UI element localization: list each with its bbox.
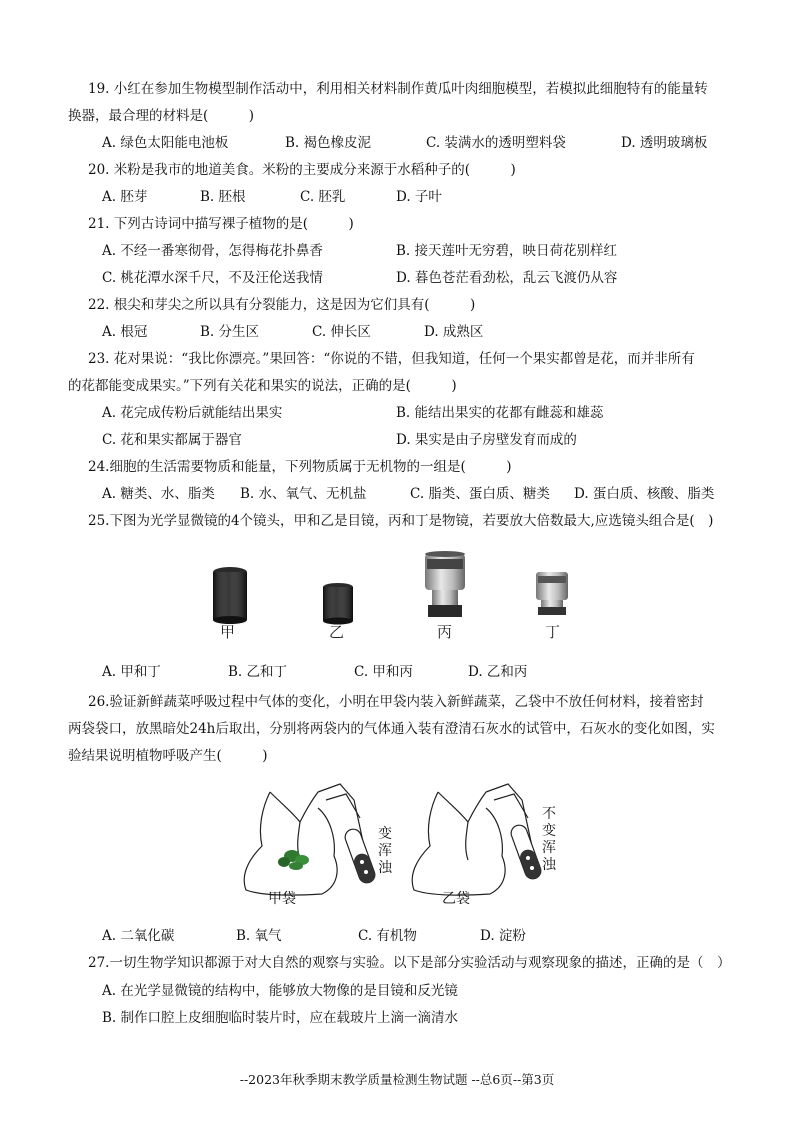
q20-option-b[interactable]: B. 胚根	[200, 189, 246, 205]
q26-option-a[interactable]: A. 二氧化碳	[102, 928, 175, 944]
q21-option-c[interactable]: C. 桃花潭水深千尺，不及汪伦送我情	[102, 270, 323, 286]
q27-option-row-a	[0, 979, 794, 1003]
q24-option-b[interactable]: B. 水、氧气、无机盐	[240, 486, 367, 502]
q25-option-a[interactable]: A. 甲和丁	[102, 664, 161, 680]
q25-options	[0, 660, 794, 684]
q19-option-b[interactable]: B. 褐色橡皮泥	[285, 135, 372, 151]
q24-stem: 24.细胞的生活需要物质和能量，下列物质属于无机物的一组是( )	[88, 459, 512, 475]
q27-option-a[interactable]: A. 在光学显微镜的结构中，能够放大物像的是目镜和反光镜	[102, 983, 458, 999]
q19-stem-line2: 换器，最合理的材料是( )	[68, 108, 255, 124]
q26-bag-figure	[0, 778, 794, 912]
q24-option-a[interactable]: A. 糖类、水、脂类	[102, 486, 215, 502]
q21-stem: 21. 下列古诗词中描写裸子植物的是( )	[88, 216, 354, 232]
bag-label-jia: 甲袋	[268, 891, 296, 907]
q21-options-row2	[0, 266, 794, 290]
q26-stem-line2: 两袋袋口，放黑暗处24h后取出，分别将两袋内的气体通入装有澄清石灰水的试管中，石灰水的变化如图，实	[68, 721, 715, 737]
bag-experiment-illustration	[0, 778, 794, 912]
q20-option-d[interactable]: D. 子叶	[396, 189, 442, 205]
q21-option-a[interactable]: A. 不经一番寒彻骨，怎得梅花扑鼻香	[102, 243, 323, 259]
q24-option-d[interactable]: D. 蛋白质、核酸、脂类	[574, 486, 715, 502]
vegetable-icon	[278, 850, 309, 870]
q22-options	[0, 320, 794, 344]
q19-stem-line1: 19. 小红在参加生物模型制作活动中，利用相关材料制作黄瓜叶肉细胞模型，若模拟此细胞特有的能量转	[88, 81, 708, 97]
q19-option-d[interactable]: D. 透明玻璃板	[621, 135, 708, 151]
q19-options	[0, 131, 794, 155]
result-label-not-turbid: 不变浑浊	[542, 806, 556, 873]
q26-option-b[interactable]: B. 氧气	[236, 928, 282, 944]
test-tube-yi-image	[509, 823, 543, 881]
q23-option-b[interactable]: B. 能结出果实的花都有雌蕊和雄蕊	[396, 405, 604, 421]
q19-option-c[interactable]: C. 装满水的透明塑料袋	[426, 135, 566, 151]
q22-option-c[interactable]: C. 伸长区	[312, 324, 371, 340]
q22-option-b[interactable]: B. 分生区	[200, 324, 260, 340]
q27-option-b[interactable]: B. 制作口腔上皮细胞临时装片时，应在载玻片上滴一滴清水	[102, 1010, 459, 1026]
q23-option-c[interactable]: C. 花和果实都属于器官	[102, 432, 242, 448]
lens-label-ding: 丁	[545, 623, 561, 641]
q24-options	[0, 482, 794, 506]
lens-label-jia: 甲	[220, 623, 236, 641]
objective-bing-image	[425, 551, 465, 617]
q26-option-d[interactable]: D. 淀粉	[480, 928, 526, 944]
q20-options	[0, 185, 794, 209]
q22-option-d[interactable]: D. 成熟区	[424, 324, 484, 340]
q25-option-b[interactable]: B. 乙和丁	[228, 664, 288, 680]
q26-options	[0, 924, 794, 948]
lens-label-bing: 丙	[437, 623, 453, 641]
q23-options-row2	[0, 428, 794, 452]
q26-stem-line1: 26.验证新鲜蔬菜呼吸过程中气体的变化，小明在甲袋内装入新鲜蔬菜，乙袋中不放任何材料，接着密封	[88, 694, 704, 710]
q27-stem: 27.一切生物学知识都源于对大自然的观察与实验。以下是部分实验活动与观察现象的描述，正确的是（ ）	[88, 955, 731, 971]
test-tube-jia-image	[343, 827, 377, 885]
q21-options-row1	[0, 239, 794, 263]
q25-option-d[interactable]: D. 乙和丙	[468, 664, 528, 680]
q23-options-row1	[0, 401, 794, 425]
q19-option-a[interactable]: A. 绿色太阳能电池板	[102, 135, 229, 151]
q25-option-c[interactable]: C. 甲和丙	[354, 664, 413, 680]
lens-illustration	[0, 545, 794, 645]
q23-option-d[interactable]: D. 果实是由子房壁发育而成的	[396, 432, 577, 448]
q25-lens-figure	[0, 545, 794, 645]
eyepiece-yi-image	[323, 583, 353, 625]
q26-stem-line3: 验结果说明植物呼吸产生( )	[68, 748, 268, 764]
q23-stem-line1: 23. 花对果说：“我比你漂亮。”果回答：“你说的不错，但我知道，任何一个果实都曾是花，而并非所有	[88, 351, 695, 367]
q20-option-a[interactable]: A. 胚芽	[102, 189, 148, 205]
q21-option-d[interactable]: D. 暮色苍茫看劲松，乱云飞渡仍从容	[396, 270, 618, 286]
q23-stem-line2: 的花都能变成果实。”下列有关花和果实的说法，正确的是( )	[68, 378, 457, 394]
q22-stem: 22. 根尖和芽尖之所以具有分裂能力，这是因为它们具有( )	[88, 297, 476, 313]
eyepiece-jia-image	[213, 567, 247, 624]
objective-ding-image	[536, 572, 568, 615]
q21-option-b[interactable]: B. 接天莲叶无穷碧，映日荷花别样红	[396, 243, 618, 259]
q22-option-a[interactable]: A. 根冠	[102, 324, 148, 340]
q20-option-c[interactable]: C. 胚乳	[300, 189, 346, 205]
q20-stem: 20. 米粉是我市的地道美食。米粉的主要成分来源于水稻种子的( )	[88, 162, 516, 178]
q24-option-c[interactable]: C. 脂类、蛋白质、糖类	[410, 486, 550, 502]
q26-option-c[interactable]: C. 有机物	[358, 928, 417, 944]
result-label-turbid: 变浑浊	[378, 826, 392, 876]
bag-label-yi: 乙袋	[442, 891, 470, 907]
lens-label-yi: 乙	[329, 623, 345, 641]
q27-option-row-b	[0, 1006, 794, 1030]
q25-stem: 25.下图为光学显微镜的4个镜头，甲和乙是目镜，丙和丁是物镜，若要放大倍数最大,应选镜头组合是( )	[88, 513, 714, 529]
q23-option-a[interactable]: A. 花完成传粉后就能结出果实	[102, 405, 283, 421]
page-footer: --2023年秋季期末教学质量检测生物试题 --总6页--第3页	[239, 1072, 555, 1087]
